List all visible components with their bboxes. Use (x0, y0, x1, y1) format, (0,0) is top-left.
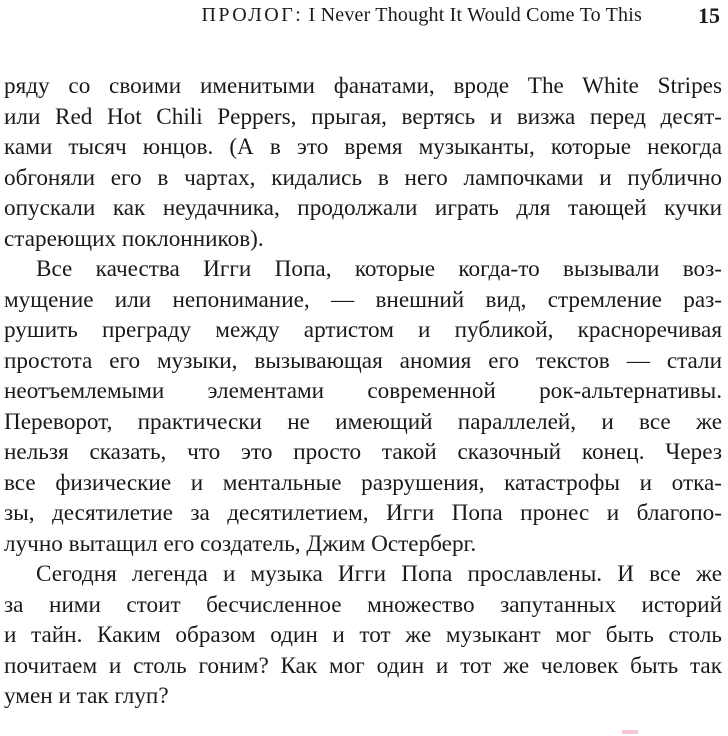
text-line: и тайн. Каким образом один и тот же музыкант мог быть столь (4, 622, 722, 648)
chapter-title: I Never Thought It Would Come To This (308, 4, 642, 26)
text-line: рушить преграду между артистом и публикой, красноречивая (4, 317, 722, 343)
text-line: лучно вытащил его создатель, Джим Остерберг. (4, 530, 477, 557)
running-head-title (201, 4, 642, 27)
text-line: ряду со своими именитыми фанатами, вроде The White Stripes (4, 73, 722, 99)
text-line: или Red Hot Chili Peppers, прыгая, вертясь и визжа перед десят- (4, 103, 722, 130)
text-line: обгоняли его в чартах, кидались в него лампочками и публично (4, 164, 722, 191)
text-line: нельзя сказать, что это просто такой сказочный конец. Через (4, 439, 722, 465)
text-line: за ними стоит бесчисленное множество запутанных историй (4, 591, 722, 618)
page-edge-mark (622, 730, 638, 734)
text-line: простота его музыки, вызывающая аномия его текстов — стали (4, 347, 722, 374)
text-line: Переворот, практически не имеющий параллелей, и все же (4, 408, 722, 435)
text-line: Все качества Игги Попа, которые когда-то вызывали воз- (36, 256, 722, 282)
text-line: Сегодня легенда и музыка Игги Попа прославлены. И все же (36, 561, 722, 587)
page-number: 15 (698, 3, 720, 28)
text-line: почитаем и столь гоним? Как мог один и тот же человек быть так (4, 652, 722, 679)
section-label: ПРОЛОГ: (201, 4, 304, 26)
text-line: ками тысяч юнцов. (А в это время музыканты, которые некогда (4, 134, 722, 160)
text-line: все физические и ментальные разрушения, катастрофы и отка- (4, 469, 722, 496)
text-line: умен и так глуп? (4, 683, 169, 709)
running-head (0, 2, 720, 34)
text-line: неотъемлемыми элементами современной рок-альтернативы. (4, 378, 722, 404)
text-line: зы, десятилетие за десятилетием, Игги Попа пронес и благопо- (4, 500, 722, 526)
paragraph-1 (4, 71, 722, 254)
text-line: стареющих поклонников). (4, 225, 264, 252)
body-text (4, 71, 722, 712)
text-line: опускали как неудачника, продолжали играть для тающей кучки (4, 195, 722, 221)
paragraph-3 (4, 559, 722, 712)
paragraph-2 (4, 254, 722, 559)
text-line: мущение или непонимание, — внешний вид, стремление раз- (4, 286, 722, 313)
